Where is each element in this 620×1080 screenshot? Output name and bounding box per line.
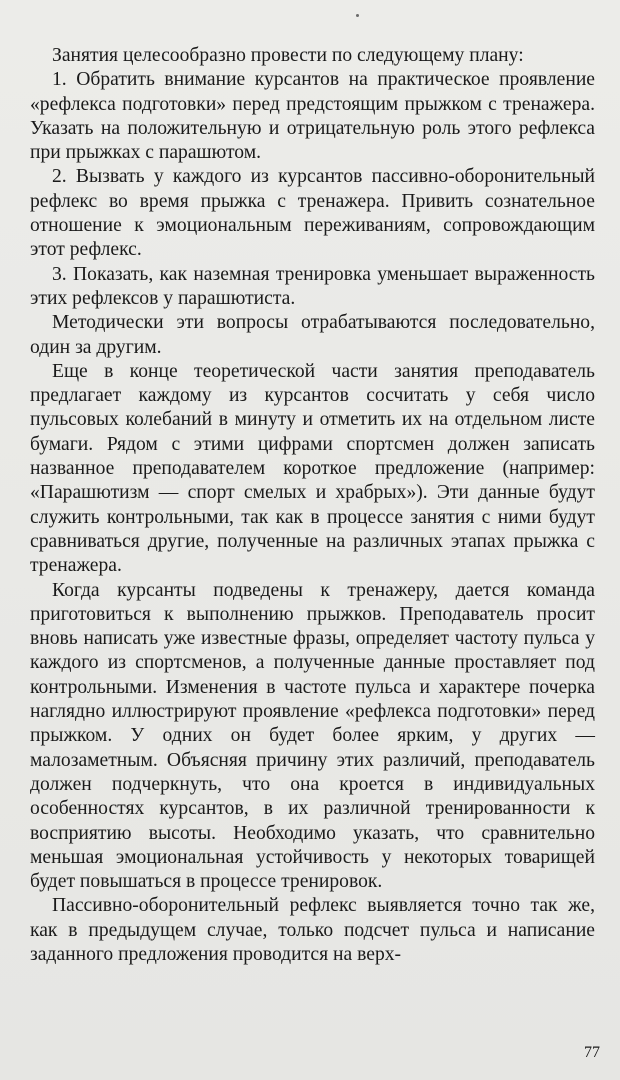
body-text [30,44,595,967]
print-speck [356,14,359,17]
paragraph-plan-item-3: 3. Показать, как наземная тренировка уменьшает выраженность этих рефлексов у парашютиста. [30,263,595,309]
paragraph-control-data: Еще в конце теоретической части занятия преподаватель предлагает каждому из курсантов сосчитать у себя число пульсовых колебаний в минуту и отметить их на отдельном листе бумаги. Рядом с этими цифрами спортсмен должен записать названное преподавателем короткое предложение (например: «Парашютизм — спорт смелых и храбрых»). Эти данные будут служить контрольными, так как в процессе занятия с ними будут сравниваться другие, полученные на различных этапах прыжка с тренажера. [30,360,595,577]
paragraph-plan-item-1: 1. Обратить внимание курсантов на практическое проявление «рефлекса подготовки» перед предстоящим прыжком с тренажера. Указать на положительную и отрицательную роль этого рефлекса при прыжках с парашютом. [30,69,595,164]
paragraph-trainer: Когда курсанты подведены к тренажеру, дается команда приготовиться к выполнению прыжков. Преподаватель просит вновь написать уже известные фразы, определяет частоту пульса у каждого из спортсменов, а полученные данные проставляет под контрольными. Изменения в частоте пульса и характере почерка наглядно иллюстрируют проявление «рефлекса подготовки» перед прыжком. У одних он будет более ярким, у других — малозаметным. Объясняя причину этих различий, преподаватель должен подчеркнуть, что она кроется в индивидуальных особенностях курсантов, в их различной тренированности к восприятию высоты. Необходимо указать, что сравнительно меньшая эмоциональная устойчивость у некоторых товарищей будет повышаться в процессе тренировок. [30,579,595,893]
paragraph-passive-reflex: Пассивно-оборонительный рефлекс выявляется точно так же, как в предыдущем случае, только подсчет пульса и написание заданного предложения проводится на верх- [30,895,595,965]
paragraph-plan-item-2: 2. Вызвать у каждого из курсантов пассивно-оборонительный рефлекс во время прыжка с тренажера. Привить сознательное отношение к эмоциональным переживаниям, сопровождающим этот рефлекс. [30,166,595,261]
paragraph-method: Методически эти вопросы отрабатываются последовательно, один за другим. [30,312,595,358]
paragraph-plan-intro: Занятия целесообразно провести по следующему плану: [52,45,524,66]
page-number: 77 [584,1044,600,1061]
